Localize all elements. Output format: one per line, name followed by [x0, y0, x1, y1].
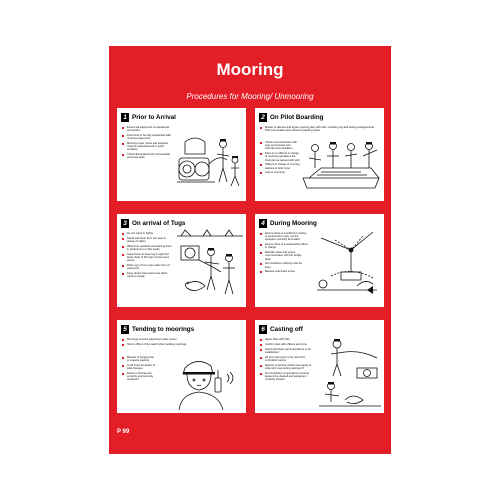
mooring-winch-crew-illustration [175, 124, 245, 198]
step-number-badge: 6 [259, 325, 267, 334]
panel-casting-off [255, 320, 384, 413]
instruction-list-continued [122, 356, 156, 383]
panel-heading [259, 218, 317, 228]
instruction-list [122, 232, 174, 280]
list-item: Good and Clear communications to be established [260, 348, 316, 354]
step-number-badge: 2 [259, 113, 267, 122]
list-item: Check communication with tugs and vessels own internal communication [260, 141, 300, 151]
panel-heading [121, 324, 194, 334]
panel-title: During Mooring [270, 219, 317, 227]
instruction-list [260, 338, 316, 383]
list-item: Pass on to officers in charge of mooring operations the final plan as agreed with pilot [260, 152, 300, 162]
step-number-badge: 1 [121, 113, 129, 122]
list-item: Agree Plan with Pilot [260, 338, 316, 341]
list-item: Moorings must be payed out under power [122, 338, 240, 341]
instruction-list-continued [260, 141, 300, 176]
panel-on-arrival-of-tugs [117, 214, 246, 307]
list-item: Mooring ropes, wires and stoppers must be inspected and in good condition [122, 142, 174, 152]
panel-prior-to-arrival [117, 108, 246, 201]
panel-heading [121, 112, 176, 122]
snap-back-zone-illustration [311, 226, 383, 304]
casting-off-illustration [317, 334, 383, 410]
list-item: Beware snap back zones [260, 270, 308, 273]
list-item: Ensure there is a sufficient number of personnel to carry out the operation correctly and safely [260, 232, 308, 242]
list-item: Check illumination both at forecastle and poop deck [122, 153, 174, 159]
panel-heading [259, 112, 324, 122]
panel-during-mooring [255, 214, 384, 307]
list-item: Keep decks clear and never allow ropes to tangle [122, 272, 174, 278]
pilot-briefing-illustration [301, 138, 383, 200]
list-item: Ensure all equipment is operational and tested [122, 126, 174, 132]
instruction-list [260, 126, 380, 134]
list-item: Master to discuss and agree mooring plan with pilot, including tug and towing arrangements. Pilot Line details and method of passing ropes [260, 126, 380, 132]
list-item: Do not stand in bights [122, 232, 174, 235]
panel-title: Casting off [270, 325, 303, 333]
instruction-list [260, 232, 308, 275]
list-item: Layout moorings [260, 171, 300, 174]
list-item: Whenever possible use heaving lines in preference to roller leads [122, 245, 174, 251]
step-number-badge: 4 [259, 219, 267, 228]
panel-title: Prior to Arrival [132, 113, 176, 121]
tug-line-handling-illustration [175, 228, 245, 304]
poster-subtitle: Procedures for Mooring/ Unmooring [186, 92, 314, 101]
instruction-list [122, 126, 174, 161]
poster-title: Mooring [216, 60, 284, 79]
panel-title: On arrival of Tugs [132, 219, 186, 227]
list-item: All wire and ropes to be cast off in controlled manner [260, 356, 316, 362]
list-item: Ensure moorings are correctly and securely tensioned [122, 372, 156, 382]
list-item: Personnel to be fully acquainted with mooring equipment [122, 134, 174, 140]
panel-heading [121, 218, 185, 228]
list-item: Full protective clothing must be worn [260, 262, 308, 268]
list-item: Beware of surging due to vessels passing [122, 356, 156, 362]
crew-with-radio-illustration [157, 354, 243, 412]
instruction-list [122, 338, 240, 348]
list-item: Beware excessive strains can cause to whip and snap during casting off [260, 364, 316, 370]
list-item: Officers in charge of mooring stations to brief crew [260, 163, 300, 169]
list-item: Inform officer of the watch when tending moorings [122, 343, 240, 346]
list-item: On completion of operations mooring areas to be cleared and equipment correctly stowed [260, 372, 316, 382]
poster-code: P 99 [117, 429, 130, 435]
panel-title: Tending to moorings [132, 325, 195, 333]
panel-title: On Pilot Boarding [270, 113, 324, 121]
step-number-badge: 3 [121, 219, 129, 228]
list-item: Supervision to keep tug in sight but leave clear of first sign of tow ropes stress [122, 253, 174, 263]
list-item: Ensure there is a responsible officer in charge [260, 243, 308, 249]
safety-poster [109, 46, 391, 454]
list-item: At all times be aware of tidal changes [122, 364, 156, 370]
panel-on-pilot-boarding [255, 108, 384, 201]
panel-tending-to-moorings [117, 320, 246, 413]
list-item: Confirm plan with officers and crew [260, 343, 316, 346]
step-number-badge: 5 [121, 325, 129, 334]
list-item: Stand well clear from tow rope in places of safety [122, 237, 174, 243]
panel-heading [259, 324, 303, 334]
list-item: Maintain clear and proper communication with the bridge team [260, 251, 308, 261]
list-item: Place eye of tow rope under form of towing bitt [122, 264, 174, 270]
